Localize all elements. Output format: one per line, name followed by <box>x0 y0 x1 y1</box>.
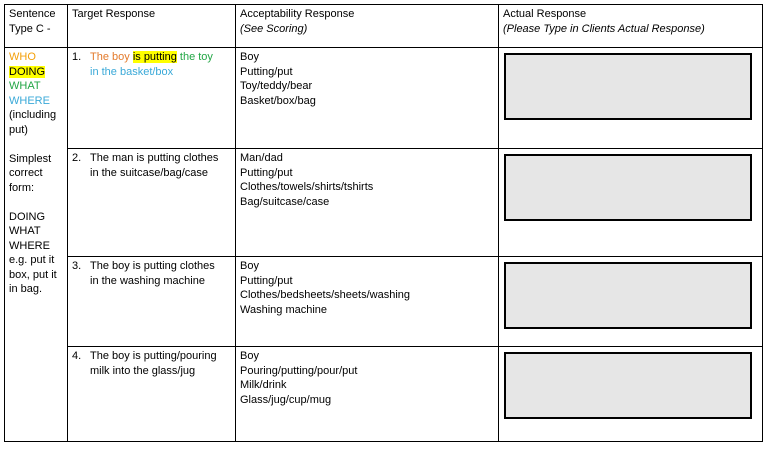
acceptability-header <box>236 5 499 48</box>
acceptable-term: Clothes/bedsheets/sheets/washing <box>240 289 410 301</box>
target-line: The boy is putting clothes <box>90 260 215 272</box>
including-label: (including <box>9 109 57 121</box>
acceptable-term: Milk/drink <box>240 379 287 391</box>
target-what-part: the toy <box>176 51 213 63</box>
where2-label: WHERE <box>9 239 50 252</box>
what-label: WHAT <box>9 80 41 92</box>
actual-response-header <box>499 5 763 48</box>
acceptable-term: Glass/jug/cup/mug <box>240 393 332 406</box>
target-line: in the suitcase/bag/case <box>90 166 209 179</box>
actual-response-input-2[interactable] <box>504 154 752 221</box>
acceptable-term: Putting/put <box>240 65 293 78</box>
example-line2: box, put it <box>9 268 57 281</box>
target-line: The boy is putting/pouring <box>90 350 217 362</box>
table-row <box>5 48 763 149</box>
actual-response-cell-1 <box>499 48 763 149</box>
example-line1: e.g. put it <box>9 254 55 266</box>
acceptable-term: Bag/suitcase/case <box>240 195 330 208</box>
acceptability-response-3 <box>236 257 499 347</box>
item-number: 2. <box>72 152 82 164</box>
target-response-1 <box>68 48 236 149</box>
target-response-2 <box>68 149 236 257</box>
sentence-type-header-line1: Sentence <box>9 8 56 20</box>
correct-label: correct <box>9 167 43 179</box>
target-response-3 <box>68 257 236 347</box>
acceptable-term: Putting/put <box>240 166 293 179</box>
acceptability-sublabel: (See Scoring) <box>240 22 308 35</box>
acceptable-term: Clothes/towels/shirts/tshirts <box>240 181 374 193</box>
where-label: WHERE <box>9 94 50 107</box>
put-label: put) <box>9 123 28 136</box>
acceptable-term: Man/dad <box>240 152 283 164</box>
actual-response-sublabel: (Please Type in Clients Actual Response) <box>503 22 705 35</box>
table-row <box>5 347 763 442</box>
actual-response-cell-4 <box>499 347 763 442</box>
table-row <box>5 149 763 257</box>
target-line: in the washing machine <box>90 274 205 287</box>
acceptable-term: Basket/box/bag <box>240 94 316 107</box>
acceptable-term: Washing machine <box>240 303 328 316</box>
target-where-part: in the basket/box <box>90 65 174 78</box>
acceptable-term: Toy/teddy/bear <box>240 80 313 92</box>
what2-label: WHAT <box>9 225 41 237</box>
sentence-type-description <box>5 48 68 442</box>
example-line3: in bag. <box>9 283 43 295</box>
item-number: 3. <box>72 260 82 272</box>
acceptable-term: Pouring/putting/pour/put <box>240 364 358 377</box>
actual-response-cell-2 <box>499 149 763 257</box>
target-line: The man is putting clothes <box>90 152 219 164</box>
table-row <box>5 257 763 347</box>
doing2-label: DOING <box>9 210 46 223</box>
acceptable-term: Boy <box>240 260 259 272</box>
actual-response-label: Actual Response <box>503 8 587 20</box>
actual-response-input-1[interactable] <box>504 53 752 120</box>
simplest-label: Simplest <box>9 152 52 165</box>
target-line: milk into the glass/jug <box>90 364 196 377</box>
target-response-header <box>68 5 236 48</box>
target-response-label: Target Response <box>72 8 156 20</box>
acceptable-term: Boy <box>240 350 259 362</box>
item-number: 4. <box>72 350 82 362</box>
acceptability-label: Acceptability Response <box>240 8 355 20</box>
target-who-part: The boy <box>90 51 133 63</box>
doing-label: DOING <box>9 65 46 78</box>
target-doing-part: is putting <box>132 51 177 63</box>
target-response-4 <box>68 347 236 442</box>
acceptability-response-4 <box>236 347 499 442</box>
who-label: WHO <box>9 51 36 63</box>
header-row <box>5 5 763 48</box>
actual-response-cell-3 <box>499 257 763 347</box>
sentence-type-header <box>5 5 68 48</box>
item-number: 1. <box>72 51 82 63</box>
actual-response-input-4[interactable] <box>504 352 752 419</box>
acceptable-term: Putting/put <box>240 274 293 287</box>
acceptability-response-2 <box>236 149 499 257</box>
acceptable-term: Boy <box>240 51 259 63</box>
form-label: form: <box>9 181 35 194</box>
acceptability-response-1 <box>236 48 499 149</box>
actual-response-input-3[interactable] <box>504 262 752 329</box>
sentence-type-header-line2: Type C - <box>9 22 51 35</box>
scoring-table <box>4 4 763 442</box>
